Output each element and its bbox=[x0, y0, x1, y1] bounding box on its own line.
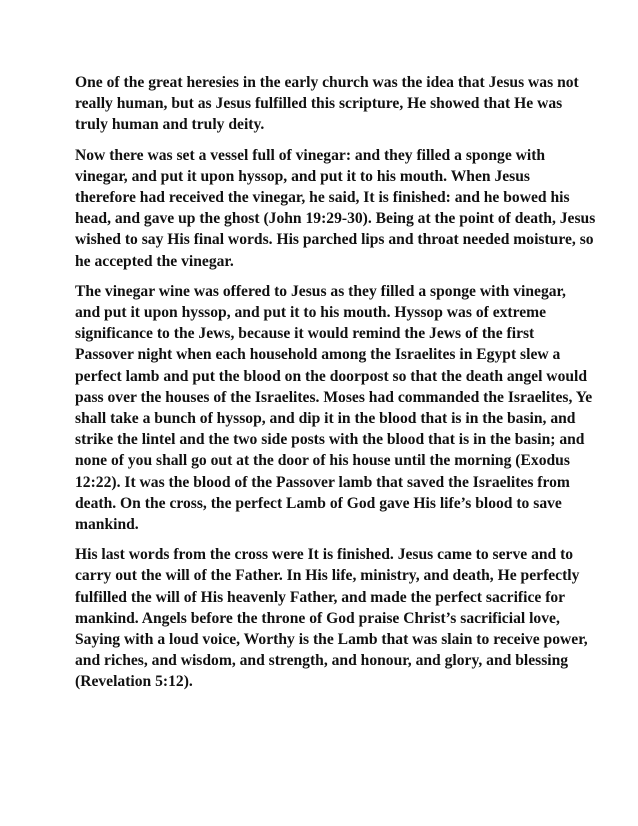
text-line: none of you shall go out at the door of his house until the morning (Exodus bbox=[75, 452, 570, 470]
paragraph-last-words bbox=[75, 544, 588, 692]
text-line: perfect lamb and put the blood on the doorpost so that the death angel would bbox=[75, 367, 588, 385]
text-line: The vinegar wine was offered to Jesus as they filled a sponge with vinegar, bbox=[75, 282, 566, 300]
text-line: mankind. bbox=[75, 516, 139, 534]
text-line: significance to the Jews, because it would remind the Jews of the first bbox=[75, 325, 535, 343]
text-line: One of the great heresies in the early church was the idea that Jesus was not bbox=[75, 74, 579, 91]
text-line: His last words from the cross were It is finished. Jesus came to serve and to bbox=[75, 546, 574, 564]
paragraph-vinegar-vessel bbox=[75, 145, 596, 272]
text-line: Now there was set a vessel full of vinegar: and they filled a sponge with bbox=[75, 146, 546, 164]
text-line: and riches, and wisdom, and strength, and honour, and glory, and blessing bbox=[75, 652, 569, 670]
text-line: Passover night when each household among the Israelites in Egypt slew a bbox=[75, 346, 561, 364]
text-line: fulfilled the will of His heavenly Father, and made the perfect sacrifice for bbox=[75, 588, 566, 606]
text-line: (Revelation 5:12). bbox=[75, 673, 193, 691]
paragraph-heresy bbox=[75, 72, 579, 136]
text-line: therefore had received the vinegar, he said, It is finished: and he bowed his bbox=[75, 189, 570, 207]
document-page bbox=[75, 72, 596, 702]
text-line: really human, but as Jesus fulfilled this scripture, He showed that He was bbox=[75, 95, 563, 113]
text-line: 12:22). It was the blood of the Passover lamb that saved the Israelites from bbox=[75, 473, 570, 491]
text-line: carry out the will of the Father. In His life, ministry, and death, He perfectly bbox=[75, 567, 580, 585]
text-line: truly human and truly deity. bbox=[75, 116, 265, 134]
text-line: head, and gave up the ghost (John 19:29-30). Being at the point of death, Jesus bbox=[75, 210, 596, 228]
paragraph-hyssop-passover bbox=[75, 281, 593, 535]
text-line: mankind. Angels before the throne of God praise Christ’s sacrificial love, bbox=[75, 609, 560, 627]
text-line: pass over the houses of the Israelites. Moses had commanded the Israelites, Ye bbox=[75, 388, 593, 406]
text-line: strike the lintel and the two side posts with the blood that is in the basin; and bbox=[75, 431, 585, 449]
text-line: shall take a bunch of hyssop, and dip it in the blood that is in the basin, and bbox=[75, 410, 576, 428]
text-line: he accepted the vinegar. bbox=[75, 252, 234, 270]
text-line: vinegar, and put it upon hyssop, and put it to his mouth. When Jesus bbox=[75, 167, 530, 185]
text-line: Saying with a loud voice, Worthy is the Lamb that was slain to receive power, bbox=[75, 631, 588, 649]
text-line: wished to say His final words. His parched lips and throat needed moisture, so bbox=[75, 231, 594, 249]
text-line: and put it upon hyssop, and put it to his mouth. Hyssop was of extreme bbox=[75, 304, 547, 322]
text-line: death. On the cross, the perfect Lamb of God gave His life’s blood to save bbox=[75, 494, 562, 512]
